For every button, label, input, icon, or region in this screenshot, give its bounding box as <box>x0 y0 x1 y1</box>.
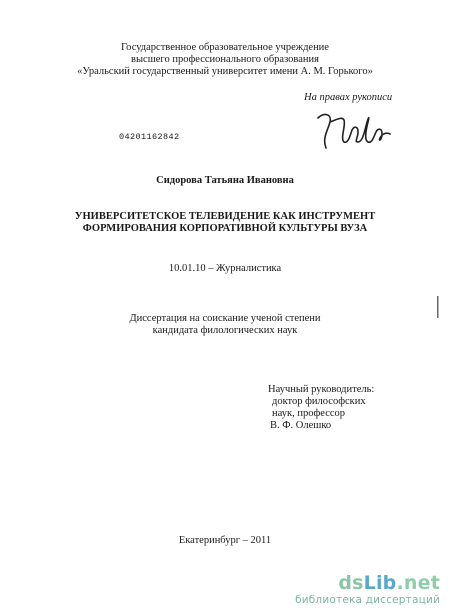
rights-note: На правах рукописи <box>304 92 393 103</box>
supervisor-label: Научный руководитель: <box>268 384 375 395</box>
author-name: Сидорова Татьяна Ивановна <box>156 175 294 186</box>
dissertation-title-line-2: ФОРМИРОВАНИЯ КОРПОРАТИВНОЙ КУЛЬТУРЫ ВУЗА <box>82 223 368 234</box>
supervisor-name: В. Ф. Олешко <box>270 420 332 431</box>
margin-mark <box>437 296 440 318</box>
dslib-watermark <box>295 571 440 606</box>
place-and-year: Екатеринбург – 2011 <box>178 535 272 546</box>
institution-line-3: «Уральский государственный университет имени А. М. Горького» <box>77 66 373 77</box>
registration-number: 04201162842 <box>119 132 180 142</box>
watermark-brand-part-3: .net <box>396 571 440 594</box>
supervisor-degree-line-2: наук, профессор <box>272 408 346 419</box>
watermark-subtitle: библиотека диссертаций <box>295 593 440 606</box>
supervisor-degree-line-1: доктор философских <box>272 396 366 407</box>
degree-line-2: кандидата филологических наук <box>152 325 298 336</box>
specialty-code: 10.01.10 – Журналистика <box>168 263 282 274</box>
institution-line-2: высшего профессионального образования <box>131 54 319 65</box>
watermark-brand-part-2: Lib <box>363 571 397 594</box>
dissertation-title-line-1: УНИВЕРСИТЕТСКОЕ ТЕЛЕВИДЕНИЕ КАК ИНСТРУМЕНТ <box>74 211 376 222</box>
degree-line-1: Диссертация на соискание ученой степени <box>129 313 321 324</box>
institution-line-1: Государственное образовательное учреждение <box>121 42 329 53</box>
watermark-brand <box>295 571 440 594</box>
handwritten-signature <box>314 108 394 152</box>
watermark-brand-part-1: ds <box>338 571 364 594</box>
